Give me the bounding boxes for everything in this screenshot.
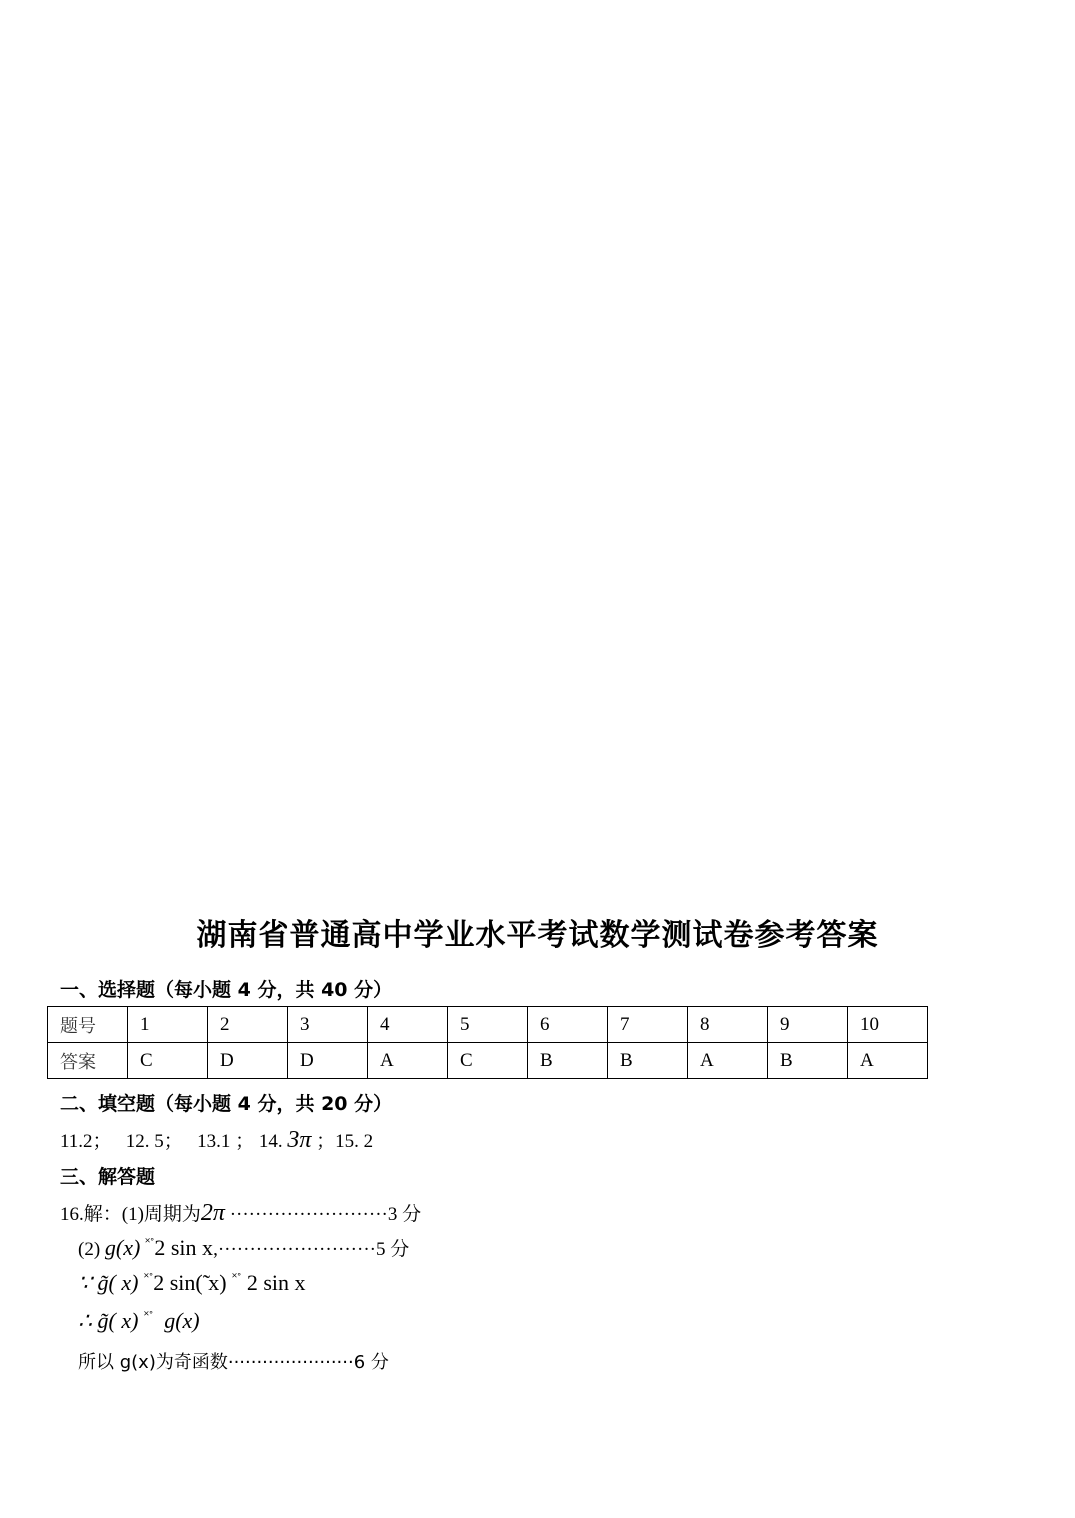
answer-cell: A — [688, 1043, 768, 1079]
table-row-numbers — [48, 1007, 928, 1043]
question-number: 3 — [288, 1007, 368, 1043]
fill-in-answers — [60, 1126, 373, 1154]
math-expression: ∴ g̃( x) — [78, 1308, 139, 1333]
score-mark: ,·························5 分 — [213, 1239, 410, 1260]
period-value: 2π — [200, 1200, 225, 1226]
answer-12: 12. 5； — [125, 1131, 183, 1152]
answer-11: 11.2； — [60, 1131, 112, 1152]
question-number: 6 — [528, 1007, 608, 1043]
answer-14-value: 3π — [287, 1127, 312, 1153]
answer-14-label: 14. — [258, 1131, 283, 1152]
row-head-number: 题号 — [48, 1007, 128, 1043]
answer-cell: A — [368, 1043, 448, 1079]
question-number: 10 — [848, 1007, 928, 1043]
math-expression: g(x) — [164, 1308, 200, 1333]
answer-cell: B — [768, 1043, 848, 1079]
garbled-symbol: ˟˚ — [143, 1308, 154, 1323]
answer-table — [47, 1006, 928, 1079]
table-row-answers — [48, 1043, 928, 1079]
garbled-symbol: ˟˚ — [232, 1270, 242, 1285]
garbled-symbol: ˟˚ — [145, 1235, 155, 1250]
answer-15: ；15. 2 — [316, 1131, 374, 1152]
math-expression: ∵ g̃( x) — [78, 1270, 139, 1295]
question-number: 2 — [208, 1007, 288, 1043]
answer-cell: C — [448, 1043, 528, 1079]
math-expression: 2 sin(̃ x) — [153, 1270, 227, 1295]
section-heading-solutions: 三、解答题 — [60, 1166, 156, 1188]
section-heading-multiple-choice: 一、选择题（每小题 4 分，共 40 分） — [60, 979, 393, 1001]
answer-cell: D — [288, 1043, 368, 1079]
page-title: 湖南省普通高中学业水平考试数学测试卷参考答案 — [196, 918, 879, 953]
question-number: 5 — [448, 1007, 528, 1043]
solution-line-3 — [78, 1270, 306, 1296]
answer-cell: B — [608, 1043, 688, 1079]
math-expression: 2 sin x — [246, 1270, 306, 1295]
answer-cell: A — [848, 1043, 928, 1079]
question-number: 9 — [768, 1007, 848, 1043]
question-number: 7 — [608, 1007, 688, 1043]
solution-text: 16.解：(1)周期为 — [60, 1204, 201, 1225]
math-expression: g(x) — [104, 1235, 141, 1260]
part-label: (2) — [78, 1239, 101, 1260]
math-expression: 2 sin x — [154, 1235, 214, 1260]
garbled-symbol: ˟˚ — [143, 1270, 154, 1285]
solution-line-2 — [78, 1234, 409, 1261]
question-number: 8 — [688, 1007, 768, 1043]
conclusion-text: 所以 g(x)为奇函数······················6 分 — [78, 1352, 389, 1373]
question-number: 1 — [128, 1007, 208, 1043]
answer-cell: C — [128, 1043, 208, 1079]
row-head-answer: 答案 — [48, 1043, 128, 1079]
score-mark: ·························3 分 — [229, 1204, 422, 1225]
section-heading-fill-in: 二、填空题（每小题 4 分，共 20 分） — [60, 1093, 393, 1115]
solution-line-1 — [60, 1199, 421, 1227]
answer-13: 13.1 ； — [197, 1131, 255, 1152]
question-number: 4 — [368, 1007, 448, 1043]
answer-cell: D — [208, 1043, 288, 1079]
answer-cell: B — [528, 1043, 608, 1079]
solution-line-5 — [78, 1348, 389, 1374]
solution-line-4 — [78, 1308, 200, 1334]
